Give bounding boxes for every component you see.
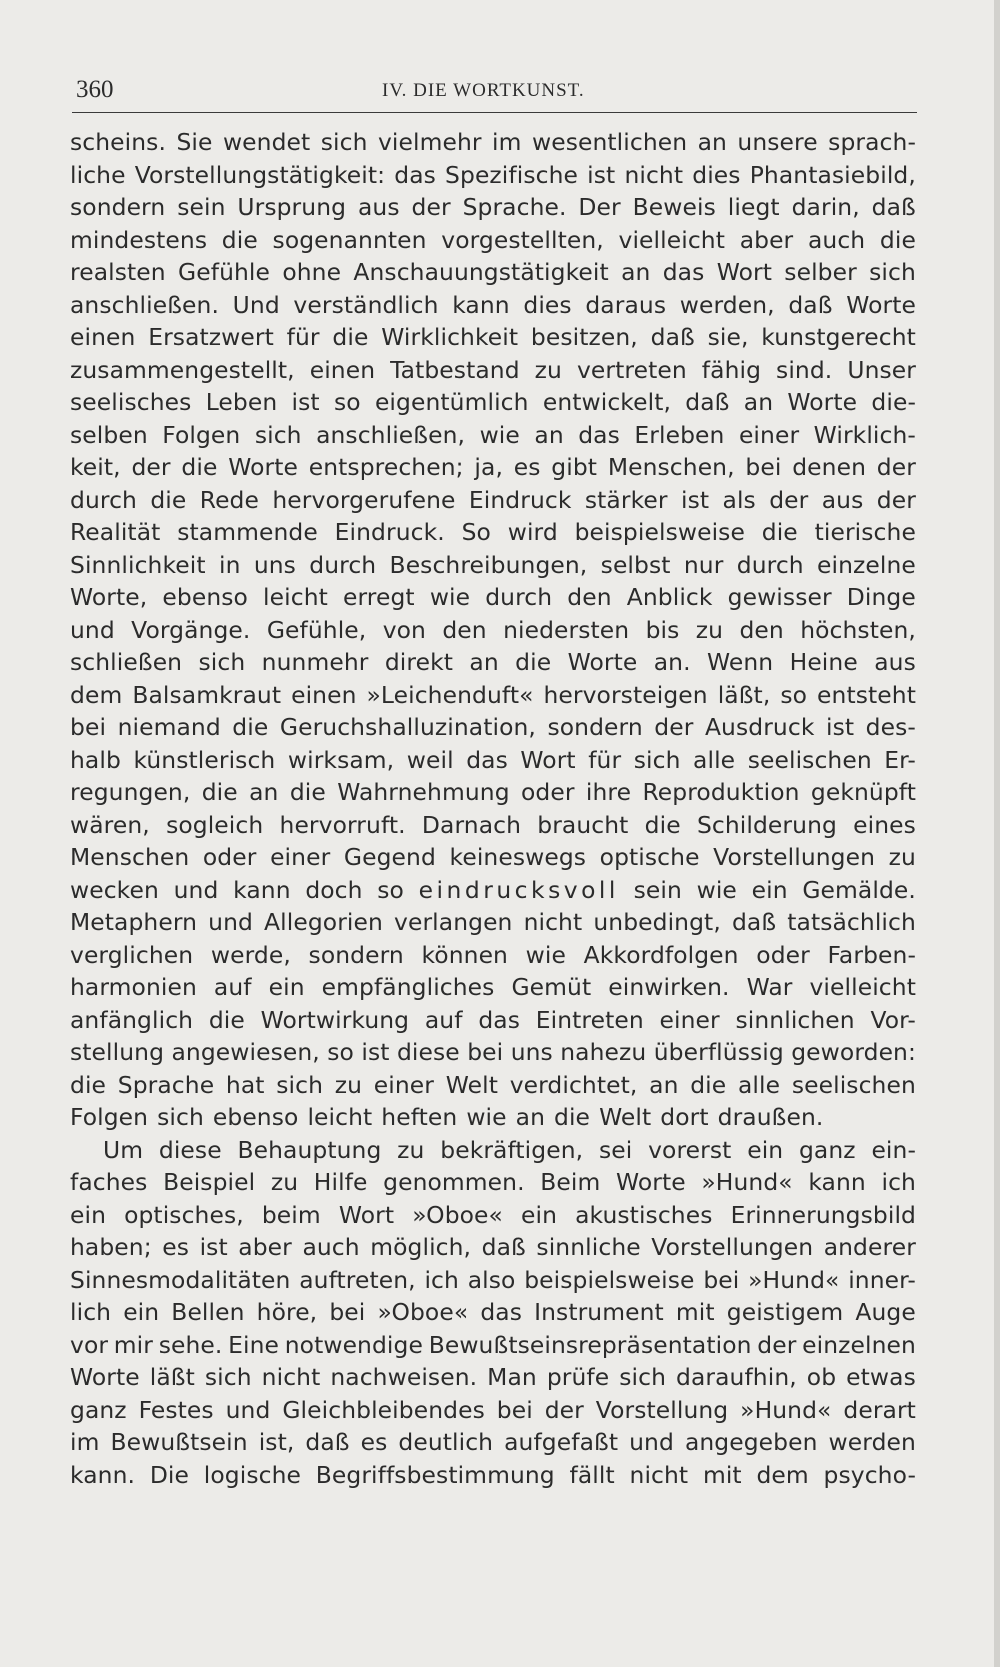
text-line: Worte läßt sich nicht nachweisen. Man prüfe sich daraufhin, ob etwas bbox=[70, 1363, 916, 1391]
text-line: einen Ersatzwert für die Wirklichkeit besitzen, daß sie, kunstgerecht bbox=[70, 323, 916, 351]
text-line: selben Folgen sich anschließen, wie an das Erleben einer Wirklich- bbox=[70, 420, 916, 449]
text-line: bei niemand die Geruchshalluzination, sondern der Ausdruck ist des- bbox=[70, 713, 916, 741]
text-line: Sinnlichkeit in uns durch Beschreibungen, selbst nur durch einzelne bbox=[70, 550, 916, 579]
running-head: IV. DIE WORTKUNST. bbox=[382, 80, 585, 101]
text-line: haben; es ist aber auch möglich, daß sinnliche Vorstellungen anderer bbox=[70, 1233, 916, 1261]
text-line: kann. Die logische Begriffsbestimmung fällt nicht mit dem psycho- bbox=[70, 1460, 916, 1489]
text-line: Um diese Behauptung zu bekräftigen, sei vorerst ein ganz ein- bbox=[103, 1135, 916, 1164]
text-line: Realität stammende Eindruck. So wird beispielsweise die tierische bbox=[70, 518, 916, 546]
text-line: keit, der die Worte entsprechen; ja, es gibt Menschen, bei denen der bbox=[70, 453, 916, 481]
text-line: halb künstlerisch wirksam, weil das Wort für sich alle seelischen Er- bbox=[70, 745, 916, 774]
text-line: im Bewußtsein ist, daß es deutlich aufgefaßt und angegeben werden bbox=[70, 1428, 916, 1456]
text-line: verglichen werde, sondern können wie Akkordfolgen oder Farben- bbox=[70, 940, 916, 969]
text-line: stellung angewiesen, so ist diese bei uns nahezu überflüssig geworden: bbox=[70, 1038, 916, 1066]
text-line: dem Balsamkraut einen »Leichenduft« hervorsteigen läßt, so entsteht bbox=[70, 680, 916, 709]
text-line: Sinnesmodalitäten auftreten, ich also beispielsweise bei »Hund« inner- bbox=[70, 1265, 916, 1294]
text-line: zusammengestellt, einen Tatbestand zu vertreten fähig sind. Unser bbox=[70, 355, 916, 384]
text-line: ganz Festes und Gleichbleibendes bei der Vorstellung »Hund« derart bbox=[70, 1395, 916, 1424]
text-line: liche Vorstellungstätigkeit: das Spezifische ist nicht dies Phantasiebild, bbox=[70, 160, 916, 189]
text-line: schließen sich nunmehr direkt an die Worte an. Wenn Heine aus bbox=[70, 648, 916, 676]
text-line: vor mir sehe. Eine notwendige Bewußtseinsrepräsentation der einzelnen bbox=[70, 1330, 916, 1359]
text-line: wären, sogleich hervorruft. Darnach braucht die Schilderung eines bbox=[70, 810, 916, 839]
text-line: Worte, ebenso leicht erregt wie durch den Anblick gewisser Dinge bbox=[70, 583, 916, 611]
text-line: ein optisches, beim Wort »Oboe« ein akustisches Erinnerungsbild bbox=[70, 1200, 916, 1229]
text-line: seelisches Leben ist so eigentümlich entwickelt, daß an Worte die- bbox=[70, 388, 916, 416]
page-number: 360 bbox=[76, 76, 114, 103]
text-line: sondern sein Ursprung aus der Sprache. Der Beweis liegt darin, daß bbox=[70, 193, 916, 221]
text-line: regungen, die an die Wahrnehmung oder ihre Reproduktion geknüpft bbox=[70, 778, 916, 806]
text-line: scheins. Sie wendet sich vielmehr im wesentlichen an unsere sprach- bbox=[70, 128, 916, 156]
text-line: anschließen. Und verständlich kann dies daraus werden, daß Worte bbox=[70, 290, 916, 319]
text-line: mindestens die sogenannten vorgestellten, vielleicht aber auch die bbox=[70, 225, 916, 254]
text-line: die Sprache hat sich zu einer Welt verdichtet, an die alle seelischen bbox=[70, 1070, 916, 1099]
page-header bbox=[72, 72, 917, 113]
text-line: Menschen oder einer Gegend keineswegs optische Vorstellungen zu bbox=[70, 843, 916, 871]
text-line: anfänglich die Wortwirkung auf das Eintreten einer sinnlichen Vor- bbox=[70, 1005, 916, 1034]
text-line: realsten Gefühle ohne Anschauungstätigkeit an das Wort selber sich bbox=[70, 258, 916, 286]
text-line: lich ein Bellen höre, bei »Oboe« das Instrument mit geistigem Auge bbox=[70, 1298, 916, 1326]
text-line: durch die Rede hervorgerufene Eindruck stärker ist als der aus der bbox=[70, 485, 916, 514]
text-line: Metaphern und Allegorien verlangen nicht unbedingt, daß tatsächlich bbox=[70, 908, 916, 936]
text-line: und Vorgänge. Gefühle, von den niedersten bis zu den höchsten, bbox=[70, 615, 916, 644]
body-text bbox=[70, 126, 916, 1491]
text-line: faches Beispiel zu Hilfe genommen. Beim Worte »Hund« kann ich bbox=[70, 1168, 916, 1196]
page-edge bbox=[994, 0, 1000, 1667]
text-line: wecken und kann doch so eindrucksvoll sein wie ein Gemälde. bbox=[70, 875, 916, 904]
text-line: Folgen sich ebenso leicht heften wie an die Welt dort draußen. bbox=[70, 1103, 824, 1131]
text-line: harmonien auf ein empfängliches Gemüt einwirken. War vielleicht bbox=[70, 973, 916, 1001]
